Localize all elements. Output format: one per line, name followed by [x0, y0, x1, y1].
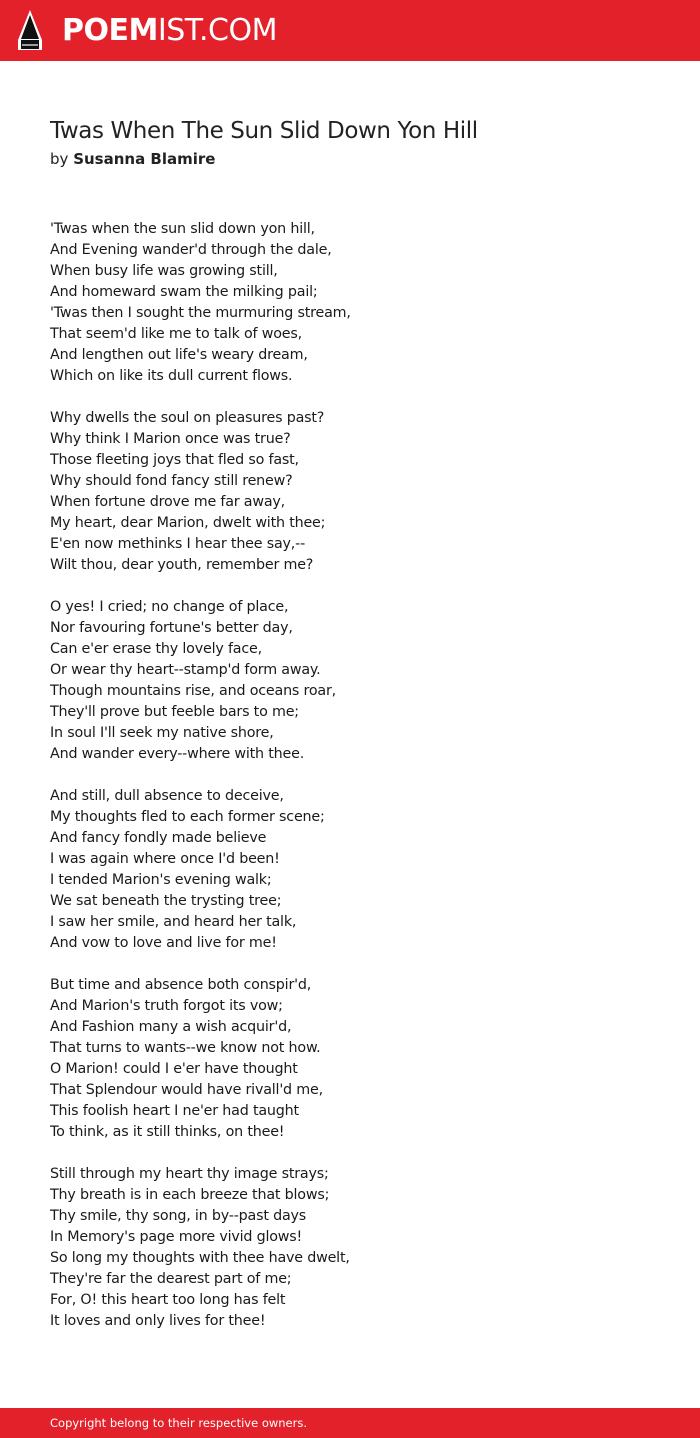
poem-line: But time and absence both conspir'd,	[50, 977, 312, 993]
poem-line: This foolish heart I ne'er had taught	[50, 1103, 299, 1119]
poem-line: And wander every--where with thee.	[50, 746, 305, 762]
poem-line: That Splendour would have rivall'd me,	[50, 1082, 323, 1098]
poem-line: And Evening wander'd through the dale,	[50, 242, 332, 258]
poem-line: And homeward swam the milking pail;	[50, 284, 318, 300]
poem-line: I was again where once I'd been!	[50, 851, 280, 867]
logo-text-strong: POEM	[62, 13, 158, 48]
poem-line: Still through my heart thy image strays;	[50, 1166, 329, 1182]
poem-line: O yes! I cried; no change of place,	[50, 599, 289, 615]
poem-line: Which on like its dull current flows.	[50, 368, 293, 384]
poem-line: When fortune drove me far away,	[50, 494, 286, 510]
byline	[50, 148, 215, 170]
poem-line: 'Twas then I sought the murmuring stream,	[50, 305, 351, 321]
poem-line: That turns to wants--we know not how.	[50, 1040, 321, 1056]
poem-line: To think, as it still thinks, on thee!	[50, 1124, 285, 1140]
poem-stanza	[50, 219, 650, 387]
poem-stanza	[50, 975, 650, 1143]
poem-stanza	[50, 786, 650, 954]
author-name: Susanna Blamire	[73, 150, 216, 168]
poem-line: Thy smile, thy song, in by--past days	[50, 1208, 307, 1224]
poem-line: When busy life was growing still,	[50, 263, 278, 279]
pencil-tip-icon[interactable]	[17, 9, 43, 51]
by-label: by	[50, 150, 69, 168]
poem-stanza	[50, 408, 650, 576]
poem-line: E'en now methinks I hear thee say,--	[50, 536, 306, 552]
site-header	[0, 0, 700, 61]
poem-line: In Memory's page more vivid glows!	[50, 1229, 303, 1245]
site-footer	[0, 1408, 700, 1438]
poem-line: I saw her smile, and heard her talk,	[50, 914, 297, 930]
poem-title: Twas When The Sun Slid Down Yon Hill	[50, 118, 478, 144]
poem-body	[50, 219, 650, 1353]
poem-line: My heart, dear Marion, dwelt with thee;	[50, 515, 326, 531]
poem-line: Wilt thou, dear youth, remember me?	[50, 557, 314, 573]
poem-line: Those fleeting joys that fled so fast,	[50, 452, 299, 468]
poem-line: Can e'er erase thy lovely face,	[50, 641, 262, 657]
poem-line: For, O! this heart too long has felt	[50, 1292, 286, 1308]
copyright-notice: Copyright belong to their respective owners.	[50, 1416, 308, 1430]
poem-line: Nor favouring fortune's better day,	[50, 620, 293, 636]
poem-line: O Marion! could I e'er have thought	[50, 1061, 298, 1077]
poem-line: My thoughts fled to each former scene;	[50, 809, 325, 825]
poem-line: Why dwells the soul on pleasures past?	[50, 410, 325, 426]
poem-line: And Fashion many a wish acquir'd,	[50, 1019, 292, 1035]
poem-line: And fancy fondly made believe	[50, 830, 267, 846]
poem-stanza	[50, 597, 650, 765]
poem-line: And vow to love and live for me!	[50, 935, 277, 951]
poem-stanza	[50, 1164, 650, 1332]
poem-line: They'll prove but feeble bars to me;	[50, 704, 299, 720]
poem-line: 'Twas when the sun slid down yon hill,	[50, 221, 315, 237]
poem-line: I tended Marion's evening walk;	[50, 872, 272, 888]
poem-line: Why should fond fancy still renew?	[50, 473, 293, 489]
poem-line: That seem'd like me to talk of woes,	[50, 326, 302, 342]
poem-line: They're far the dearest part of me;	[50, 1271, 292, 1287]
poem-line: And lengthen out life's weary dream,	[50, 347, 308, 363]
poem-line: Why think I Marion once was true?	[50, 431, 291, 447]
poem-line: We sat beneath the trysting tree;	[50, 893, 282, 909]
poem-line: So long my thoughts with thee have dwelt,	[50, 1250, 350, 1266]
poem-line: Thy breath is in each breeze that blows;	[50, 1187, 330, 1203]
logo-text-light: IST.COM	[157, 13, 277, 48]
poem-line: Though mountains rise, and oceans roar,	[50, 683, 337, 699]
site-logo[interactable]	[62, 13, 277, 49]
poem-line: Or wear thy heart--stamp'd form away.	[50, 662, 321, 678]
poem-line: And Marion's truth forgot its vow;	[50, 998, 283, 1014]
poem-line: In soul I'll seek my native shore,	[50, 725, 274, 741]
poem-line: And still, dull absence to deceive,	[50, 788, 284, 804]
poem-line: It loves and only lives for thee!	[50, 1313, 266, 1329]
